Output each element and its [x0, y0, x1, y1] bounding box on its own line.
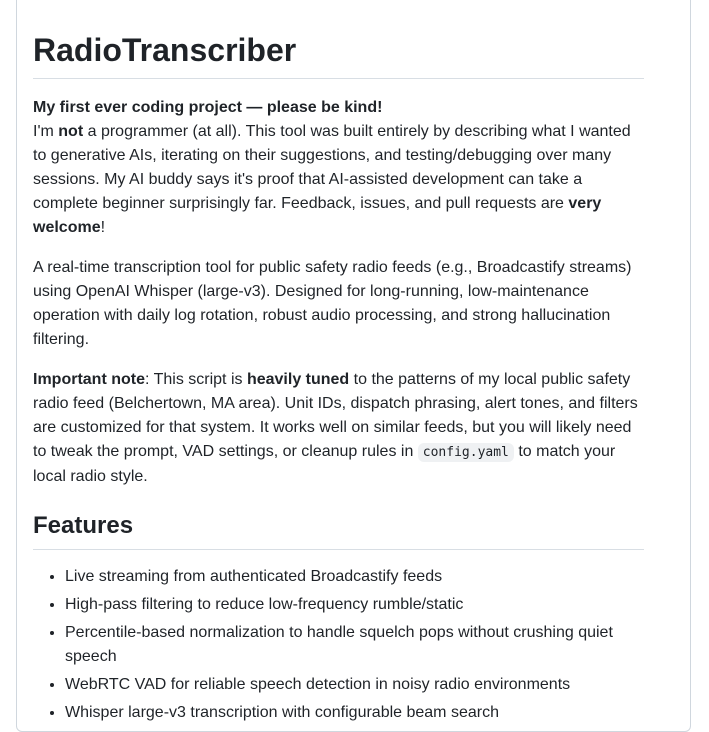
intro-not: not: [58, 123, 84, 140]
note-heavily-tuned: heavily tuned: [246, 371, 350, 388]
note-text-3: to match your local radio style.: [33, 443, 616, 485]
description-paragraph: A real-time transcription tool for public safety radio feeds (e.g., Broadcastify streams) using OpenAI Whisper (large-v3). Designed for long-running, low-maintenance operation with daily log rotation, robust audio processing, and strong hallucination filtering.: [33, 259, 632, 348]
intro-text-1: I'm: [33, 123, 59, 140]
features-list: [33, 565, 644, 729]
feature-item: • Live streaming from authenticated Broadcastify feeds: [65, 565, 644, 589]
note-text-1: : This script is: [145, 371, 247, 388]
intro-text-2: a programmer (at all). This tool was built entirely by describing what I wanted to generative AIs, iterating on their suggestions, and testing/debugging over many sessions. My AI buddy says it's proof that AI-assisted development can take a complete beginner surprisingly far. Feedback, issues, and pull requests are: [33, 123, 631, 212]
intro-paragraph: [33, 96, 644, 240]
feature-item: • WebRTC VAD for reliable speech detection in noisy radio environments: [65, 673, 644, 697]
feature-item: • Whisper large-v3 transcription with configurable beam search: [65, 701, 644, 725]
important-note-paragraph: [33, 368, 644, 489]
intro-lead: My first ever coding project — please be kind!: [33, 99, 383, 116]
features-heading: Features: [33, 511, 644, 550]
intro-text-3: !: [100, 219, 106, 236]
config-file-code: config.yaml: [418, 443, 514, 462]
note-text-2: to the patterns of my local public safety radio feed (Belchertown, MA area). Unit IDs, dispatch phrasing, alert tones, and filters are customized for that system. It works well on similar feeds, but you will likely need to tweak the prompt, VAD settings, or cleanup rules in: [33, 371, 638, 460]
intro-very-welcome: very welcome: [33, 195, 602, 236]
note-label: Important note: [33, 371, 145, 388]
feature-item: • High-pass filtering to reduce low-frequency rumble/static: [65, 593, 644, 617]
page-title: RadioTranscriber: [33, 30, 644, 79]
feature-item: • Percentile-based normalization to handle squelch pops without crushing quiet speech: [65, 621, 644, 669]
